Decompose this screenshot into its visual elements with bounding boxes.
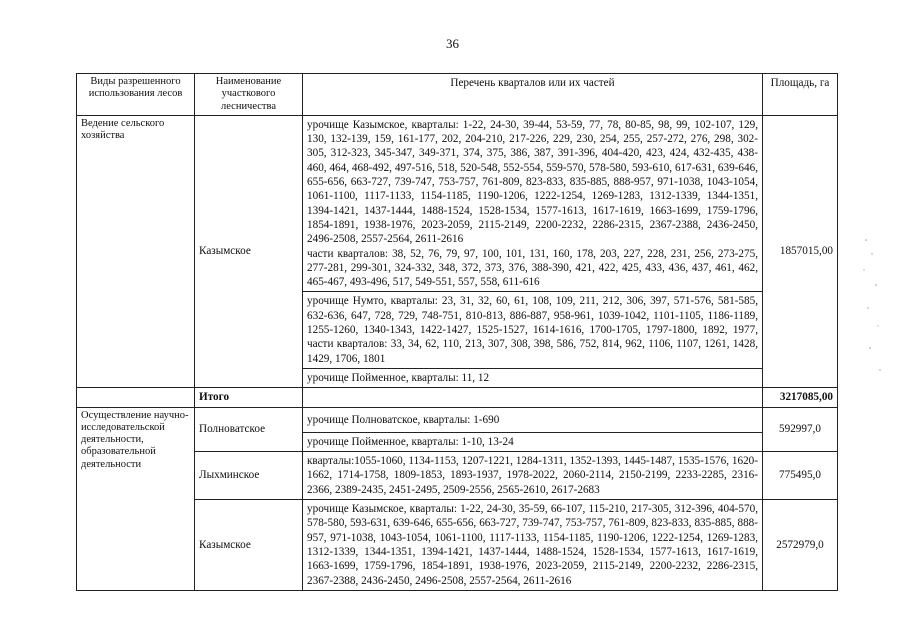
table-header-row bbox=[77, 74, 838, 116]
quarters-poym-2: урочище Пойменное, кварталы: 1-10, 13-24 bbox=[303, 432, 763, 451]
scan-noise-marks bbox=[858, 230, 888, 390]
quarters-kazym-cell bbox=[303, 115, 763, 292]
area-polnov: 592997,0 bbox=[763, 407, 838, 452]
quarters-kazym-2: урочище Казымское, кварталы: 1-22, 24-30, 35-59, 66-107, 115-210, 217-305, 312-396, 404-570, 578-580, 593-631, 639-646, 655-656, 663-727, 739-747, 753-757, 761-809, 823-833, 835-885, 888-957, 971-1038, 1043-1054, 1061-1100, 1117-1133, 1154-1185, 1190-1206, 1222-1254, 1269-1283, 1312-1339, 1344-1351, 1394-1421, 1437-1444, 1488-1524, 1528-1534, 1577-1613, 1617-1619, 1663-1699, 1759-1796, 1854-1891, 1938-1976, 2023-2059, 2115-2149, 2200-2232, 2286-2315, 2367-2388, 2436-2450, 2496-2508, 2557-2564, 2611-2616 bbox=[303, 500, 763, 591]
quarters-kazym-parts: части кварталов: 38, 52, 76, 79, 97, 100, 101, 131, 160, 178, 203, 227, 228, 231, 256, 273-275, 277-281, 299-301, 324-332, 348, 372, 373, 376, 388-390, 421, 422, 425, 433, 436, 437, 461, 462, 465-467, 493-496, 517, 549-551, 557, 558, 611-616 bbox=[307, 247, 758, 289]
use-type-research: Осуществление научно-исследовательской деятельности, образовательной деятельности bbox=[77, 407, 195, 590]
forestry-lyx: Лыхминское bbox=[195, 452, 303, 500]
quarters-poym: урочище Пойменное, кварталы: 11, 12 bbox=[303, 368, 763, 387]
forest-use-table bbox=[76, 73, 838, 591]
forestry-kazym-2: Казымское bbox=[195, 500, 303, 591]
total-row bbox=[77, 388, 838, 407]
total-label: Итого bbox=[195, 388, 303, 407]
total-empty-cell bbox=[77, 388, 195, 407]
quarters-polnov: урочище Полноватское, кварталы: 1-690 bbox=[303, 407, 763, 432]
forestry-kazym: Казымское bbox=[195, 115, 303, 387]
quarters-lyx: кварталы:1055-1060, 1134-1153, 1207-1221, 1284-1311, 1352-1393, 1445-1487, 1535-1576, 1620-1662, 1714-1758, 1809-1853, 1893-1937, 1978-2022, 2060-2114, 2150-2199, 2233-2285, 2316-2366, 2389-2435, 2451-2495, 2509-2556, 2565-2610, 2617-2683 bbox=[303, 452, 763, 500]
header-use-type: Виды разрешенного использования лесов bbox=[77, 74, 195, 116]
total-value: 3217085,00 bbox=[763, 388, 838, 407]
area-kazym-2: 2572979,0 bbox=[763, 500, 838, 591]
table-row bbox=[77, 115, 838, 292]
forestry-polnov: Полноватское bbox=[195, 407, 303, 452]
area-lyx: 775495,0 bbox=[763, 452, 838, 500]
header-forestry: Наименование участкового лесничества bbox=[195, 74, 303, 116]
quarters-numto: урочище Нумто, кварталы: 23, 31, 32, 60, 61, 108, 109, 211, 212, 306, 397, 571-576, 581-585, 632-636, 647, 728, 729, 748-751, 810-813, 886-887, 958-961, 1039-1042, 1101-1105, 1186-1189, 1255-1260, 1340-1343, 1422-1427, 1525-1527, 1614-1616, 1700-1705, 1797-1800, 1892, 1977, части кварталов: 33, 34, 62, 110, 213, 307, 308, 398, 586, 752, 814, 962, 1106, 1107, 1261, 1428, 1429, 1706, 1801 bbox=[303, 292, 763, 368]
area-agriculture: 1857015,00 bbox=[763, 115, 838, 387]
header-quarters: Перечень кварталов или их частей bbox=[303, 74, 763, 116]
use-type-agriculture: Ведение сельского хозяйства bbox=[77, 115, 195, 387]
total-empty-cell bbox=[303, 388, 763, 407]
header-area: Площадь, га bbox=[763, 74, 838, 116]
page-number: 36 bbox=[446, 36, 459, 51]
quarters-kazym: урочище Казымское, кварталы: 1-22, 24-30, 39-44, 53-59, 77, 78, 80-85, 98, 99, 102-107, 129, 130, 132-139, 159, 161-177, 202, 204-210, 217-226, 229, 230, 254, 255, 257-272, 276, 298, 302-305, 312-323, 345-347, 349-371, 374, 375, 386, 387, 391-396, 404-420, 423, 424, 432-435, 438-460, 464, 468-492, 497-516, 518, 520-548, 552-554, 559-570, 578-580, 593-610, 617-631, 639-646, 655-656, 663-727, 739-747, 753-757, 761-809, 823-833, 835-885, 888-957, 971-1038, 1043-1054, 1061-1100, 1117-1133, 1154-1185, 1190-1206, 1222-1254, 1269-1283, 1312-1339, 1344-1351, 1394-1421, 1437-1444, 1488-1524, 1528-1534, 1577-1613, 1617-1619, 1663-1699, 1759-1796, 1854-1891, 1938-1976, 2023-2059, 2115-2149, 2200-2232, 2286-2315, 2367-2388, 2436-2450, 2496-2508, 2557-2564, 2611-2616 bbox=[307, 118, 758, 246]
table-row bbox=[77, 407, 838, 432]
